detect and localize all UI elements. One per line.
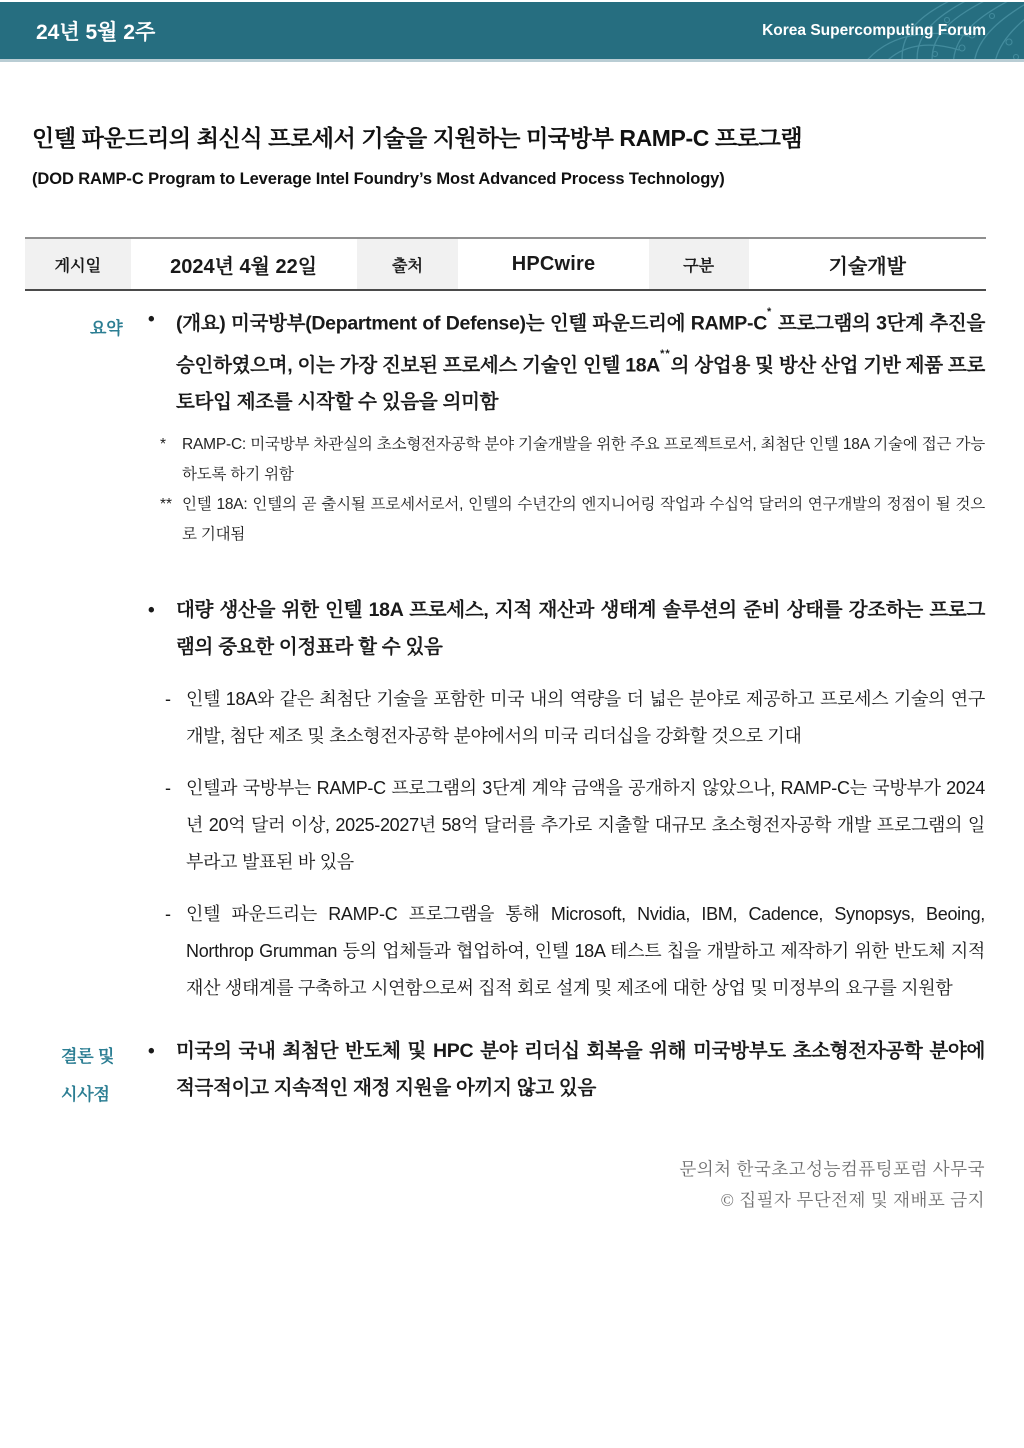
footnote-marker-2: ** xyxy=(160,496,173,513)
conclusion-label-line1: 결론 및 xyxy=(61,1047,115,1066)
sub-bullet-leadership-text: 인텔 18A와 같은 최첨단 기술을 포함한 미국 내의 역량을 더 넓은 분야로 제공하고 프로세스 기술의 연구개발, 첨단 제조 및 초소형전자공학 분야에서의 미국 리더십을 강화할 것으로 기대 xyxy=(186,689,985,746)
bullet-dot: • xyxy=(148,309,155,330)
summary-bullet-milestone-text: 대량 생산을 위한 인텔 18A 프로세스, 지적 재산과 생태계 솔루션의 준비 상태를 강조하는 프로그램의 중요한 이정표라 할 수 있음 xyxy=(176,599,985,658)
posted-date-label: 게시일 xyxy=(25,239,131,289)
summary-section-body xyxy=(148,301,985,1007)
source-label: 출처 xyxy=(357,239,459,289)
footnote-marker-1: * xyxy=(160,436,167,453)
forum-brand-label: Korea Supercomputing Forum xyxy=(762,21,986,39)
top-header-bar xyxy=(0,0,1024,62)
summary-bullet-overview-text xyxy=(176,301,985,421)
article-title-korean: 인텔 파운드리의 최신식 프로세서 기술을 지원하는 미국방부 RAMP-C 프로그램 xyxy=(32,125,803,151)
summary-bullet-overview xyxy=(148,301,985,421)
sub-bullet-partners-text: 인텔 파운드리는 RAMP-C 프로그램을 통해 Microsoft, Nvidia, IBM, Cadence, Synopsys, Beoing, Northrop Grumman 등의 업체들과 협업하여, 인텔 18A 테스트 칩을 개발하고 제작하기 위한 반도체 지적재산 생태계를 구축하고 시연함으로써 집적 회로 설계 및 제조에 대한 상업 및 미정부의 요구를 지원함 xyxy=(186,904,985,998)
week-label: 24년 5월 2주 xyxy=(36,20,156,44)
bullet-dot: • xyxy=(148,600,155,621)
footnote-ref-1: * xyxy=(767,306,773,318)
footnote-text-1: RAMP-C: 미국방부 차관실의 초소형전자공학 분야 기술개발을 위한 주요 프로젝트로서, 최첨단 인텔 18A 기술에 접근 가능하도록 하기 위함 xyxy=(182,436,985,483)
conclusion-section xyxy=(32,1033,985,1114)
summary-section-label: 요약 xyxy=(90,319,123,338)
footnote-block xyxy=(148,430,985,550)
content-area xyxy=(0,120,1024,1114)
dash-marker: - xyxy=(165,778,171,798)
conclusion-section-body xyxy=(148,1033,985,1114)
footer-copyright: © 집필자 무단전제 및 재배포 금지 xyxy=(720,1190,985,1210)
conclusion-bullet-text: 미국의 국내 최첨단 반도체 및 HPC 분야 리더십 회복을 위해 미국방부도 초소형전자공학 분야에 적극적이고 지속적인 재정 지원을 아끼지 않고 있음 xyxy=(176,1040,985,1099)
footnote-intel18a xyxy=(148,490,985,550)
source-value: HPCwire xyxy=(511,252,596,275)
sub-bullet-budget xyxy=(148,770,985,881)
dash-marker: - xyxy=(165,689,171,709)
conclusion-label-line2: 시사점 xyxy=(61,1085,110,1104)
sub-bullet-partners xyxy=(148,896,985,1007)
category-label: 구분 xyxy=(649,239,749,289)
summary-section xyxy=(32,301,985,1007)
footnote-ref-2: ** xyxy=(660,347,671,360)
sub-bullet-leadership xyxy=(148,681,985,755)
meta-info-table xyxy=(25,237,986,291)
footer-contact: 문의처 한국초고성능컴퓨팅포럼 사무국 xyxy=(679,1159,985,1179)
article-title-english: (DOD RAMP-C Program to Leverage Intel Foundry’s Most Advanced Process Technology) xyxy=(32,170,725,188)
overview-text-seg2: 프로그램의 3단계 추진을 승인하였으며, 이는 가장 진보된 프로세스 기술인 인텔 18A xyxy=(176,312,985,376)
footnote-rampc xyxy=(148,430,985,490)
overview-text-seg3: 의 상업용 및 방산 산업 기반 제품 프로토타입 제조를 시작할 수 있음을 의미함 xyxy=(176,354,985,413)
footnote-text-2: 인텔 18A: 인텔의 곧 출시될 프로세서로서, 인텔의 수년간의 엔지니어링 작업과 수십억 달러의 연구개발의 정점이 될 것으로 기대됨 xyxy=(182,496,985,543)
dash-marker: - xyxy=(165,904,171,924)
conclusion-bullet xyxy=(148,1033,985,1107)
sub-bullet-budget-text: 인텔과 국방부는 RAMP-C 프로그램의 3단계 계약 금액을 공개하지 않았으나, RAMP-C는 국방부가 2024년 20억 달러 이상, 2025-2027년 58억 달러를 추가로 지출할 대규모 초소형전자공학 개발 프로그램의 일부라고 발표된 바 있음 xyxy=(186,778,985,872)
conclusion-section-label xyxy=(32,1033,148,1114)
overview-text-seg1: (개요) 미국방부(Department of Defense)는 인텔 파운드리에 RAMP-C xyxy=(176,312,767,335)
summary-bullet-milestone xyxy=(148,592,985,666)
bullet-dot: • xyxy=(148,1041,155,1062)
document-footer xyxy=(0,1154,1024,1216)
posted-date-value: 2024년 4월 22일 xyxy=(170,255,318,278)
category-value: 기술개발 xyxy=(828,255,906,278)
